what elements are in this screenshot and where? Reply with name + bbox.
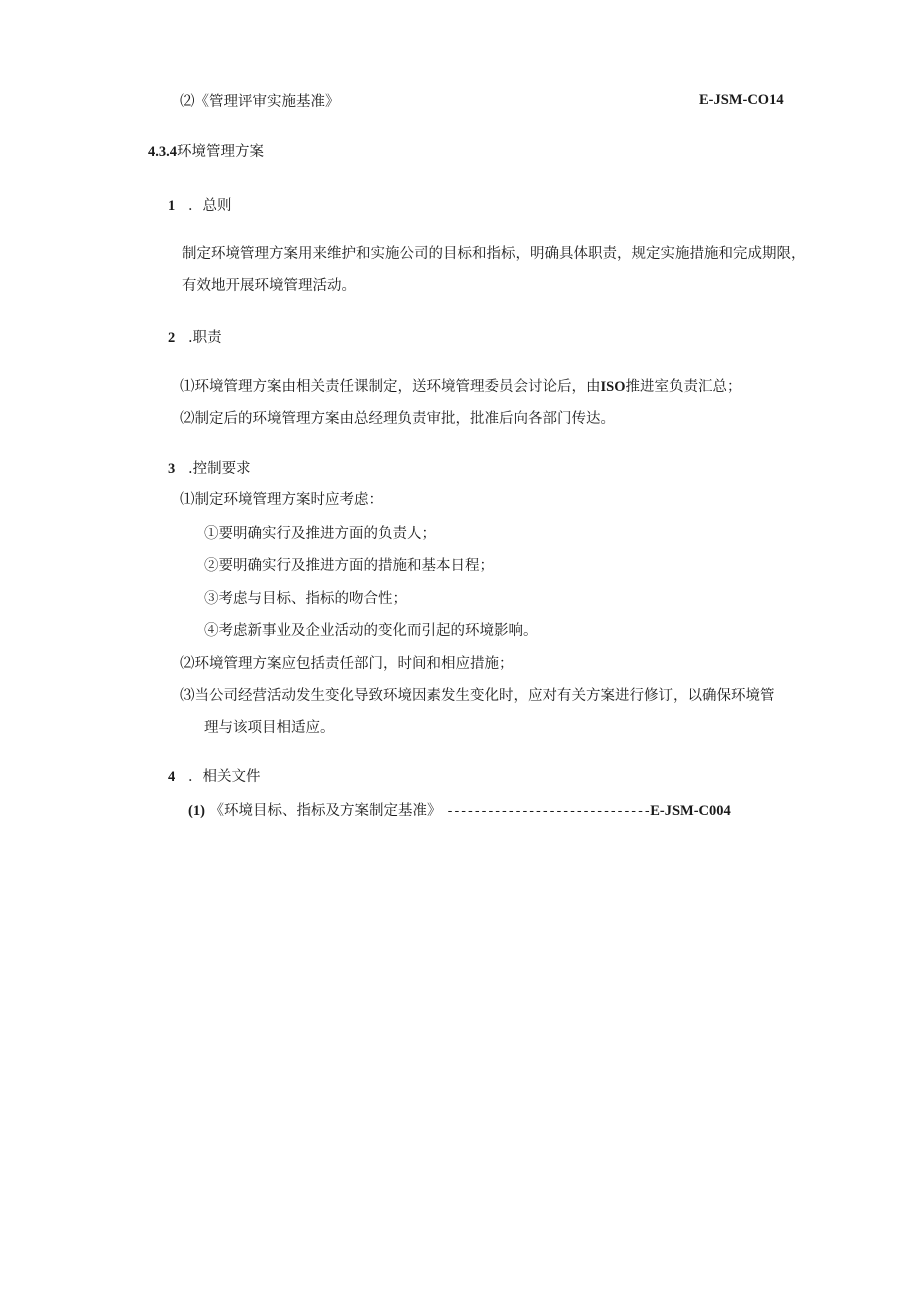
subsection-1-number: 1: [168, 198, 176, 214]
subsection-3-subitem-2: ②要明确实行及推进方面的措施和基本日程；: [204, 558, 494, 574]
subsection-2-number: 2: [168, 330, 176, 346]
subsection-1-title: ．总则: [188, 198, 232, 214]
section-title: 环境管理方案: [177, 144, 264, 160]
related-document-reference: [188, 801, 731, 822]
leader-dashes: ------------------------------: [446, 804, 651, 819]
subsection-3-subitem-3: ③考虑与目标、指标的吻合性；: [204, 591, 407, 607]
subsection-3-subitem-1: ①要明确实行及推进方面的负责人；: [204, 526, 436, 542]
related-document-number: (1): [188, 803, 205, 819]
section-heading: [148, 142, 264, 162]
subsection-4-heading: [168, 767, 261, 787]
subsection-3-title: .控制要求: [188, 461, 251, 477]
related-document-code: E-JSM-C004: [650, 803, 731, 819]
subsection-3-number: 3: [168, 461, 176, 477]
subsection-3-item-3-line-1: ⑶当公司经营活动发生变化导致环境因素发生变化时，应对有关方案进行修订，以确保环境管: [180, 688, 775, 704]
subsection-3-subitem-4: ④考虑新事业及企业活动的变化而引起的环境影响。: [204, 623, 538, 639]
subsection-2-item-1: ⑴环境管理方案由相关责任课制定，送环境管理委员会讨论后，由ISO推进室负责汇总；: [180, 379, 742, 395]
iso-label: ISO: [600, 379, 626, 395]
subsection-2-title: .职责: [188, 330, 222, 346]
subsection-3-item-2: ⑵环境管理方案应包括责任部门，时间和相应措施；: [180, 656, 514, 672]
section-number: 4.3.4: [148, 144, 177, 160]
subsection-4-title: ．相关文件: [188, 769, 261, 785]
subsection-1-paragraph: 制定环境管理方案用来维护和实施公司的目标和指标，明确具体职责，规定实施措施和完成期限，有效地开展环境管理活动。: [182, 246, 806, 294]
related-document-title: 《环境目标、指标及方案制定基准》: [209, 803, 442, 819]
subsection-3-item-1: ⑴制定环境管理方案时应考虑：: [180, 492, 383, 508]
subsection-2-heading: [168, 328, 222, 348]
top-reference-code: E-JSM-CO14: [699, 92, 784, 108]
subsection-3-item-3-line-2: 理与该项目相适应。: [204, 720, 335, 736]
subsection-3-heading: [168, 459, 251, 479]
subsection-2-item-2: ⑵制定后的环境管理方案由总经理负责审批，批准后向各部门传达。: [180, 411, 615, 427]
subsection-4-number: 4: [168, 769, 176, 785]
subsection-1-heading: [168, 196, 232, 216]
top-reference-label: ⑵《管理评审实施基准》: [180, 94, 340, 110]
